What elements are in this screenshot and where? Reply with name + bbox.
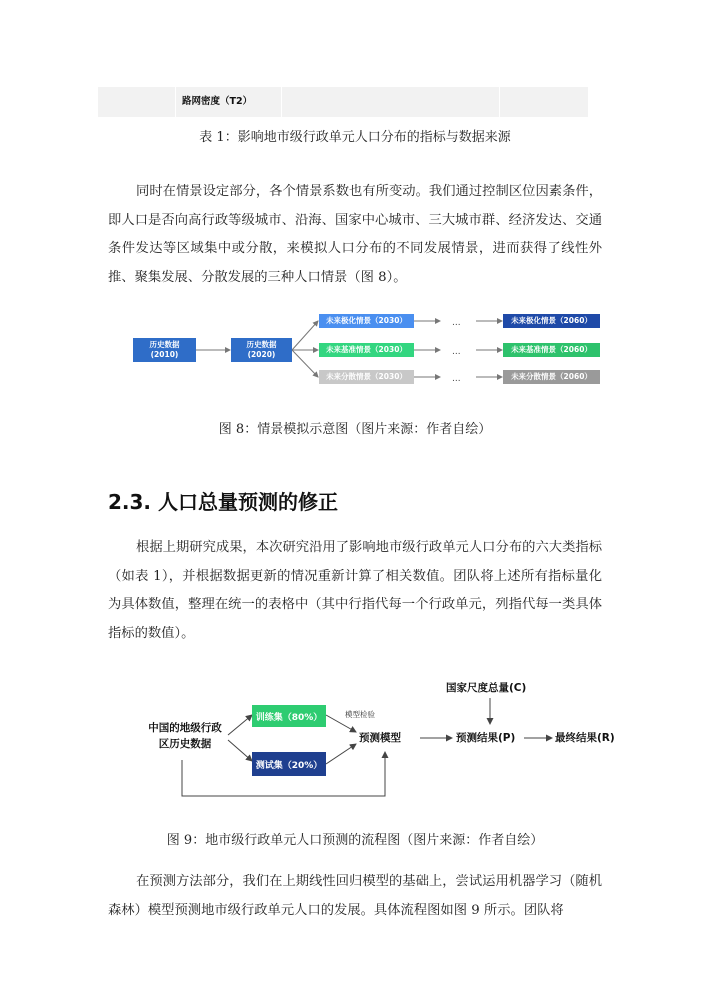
model-check-label: 模型检验 bbox=[345, 710, 375, 719]
table-caption: 表 1：影响地市级行政单元人口分布的指标与数据来源 bbox=[199, 130, 511, 145]
history-2020-box: 历史数据 (2020) bbox=[231, 338, 292, 362]
scenario-dispersed-2060-box: 未来分散情景（2060） bbox=[503, 370, 600, 384]
table-fragment-row bbox=[98, 87, 588, 117]
figure-9-caption: 图 9：地市级行政单元人口预测的流程图（图片来源：作者自绘） bbox=[166, 833, 544, 848]
ellipsis: ... bbox=[452, 318, 461, 328]
history-2010-box: 历史数据 (2010) bbox=[133, 338, 196, 362]
ellipsis: ... bbox=[452, 374, 461, 384]
final-result-label: 最终结果(R) bbox=[555, 732, 615, 744]
prediction-model-label: 预测模型 bbox=[359, 732, 401, 744]
ellipsis: ... bbox=[452, 347, 461, 357]
scenario-baseline-2030-box: 未来基准情景（2030） bbox=[319, 343, 414, 357]
table-cell-road-density: 路网密度（T2） bbox=[176, 87, 282, 117]
table-cell bbox=[98, 87, 176, 117]
scenario-baseline-2060-box: 未来基准情景（2060） bbox=[503, 343, 600, 357]
table-cell bbox=[500, 87, 588, 117]
national-total-label: 国家尺度总量(C) bbox=[446, 682, 527, 694]
table-cell bbox=[282, 87, 500, 117]
section-heading: 2.3. 人口总量预测的修正 bbox=[108, 490, 338, 514]
paragraph-indicators: 根据上期研究成果，本次研究沿用了影响地市级行政单元人口分布的六大类指标（如表 1），并根据数据更新的情况重新计算了相关数值。团队将上述所有指标量化为具体数值，整理在统一的表格中（其中行指代每一个行政单元，列指代每一类具体指标的数值）。 bbox=[108, 540, 602, 641]
figure-9-flowchart bbox=[0, 670, 710, 810]
source-data-label: 中国的地级行政 区历史数据 bbox=[148, 722, 222, 750]
figure-8-diagram bbox=[0, 300, 710, 400]
paragraph-method: 在预测方法部分，我们在上期线性回归模型的基础上，尝试运用机器学习（随机森林）模型预测地市级行政单元人口的发展。具体流程图如图 9 所示。团队将 bbox=[108, 874, 602, 918]
paragraph-scenario: 同时在情景设定部分，各个情景系数也有所变动。我们通过控制区位因素条件，即人口是否向高行政等级城市、沿海、国家中心城市、三大城市群、经济发达、交通条件发达等区域集中或分散，来模拟人口分布的不同发展情景，进而获得了线性外推、聚集发展、分散发展的三种人口情景（图 8）。 bbox=[108, 184, 602, 285]
training-set-box: 训练集（80%） bbox=[252, 705, 326, 727]
scenario-polarized-2060-box: 未来极化情景（2060） bbox=[503, 314, 600, 328]
figure-8-caption: 图 8：情景模拟示意图（图片来源：作者自绘） bbox=[218, 422, 492, 437]
test-set-box: 测试集（20%） bbox=[252, 752, 326, 776]
scenario-dispersed-2030-box: 未来分散情景（2030） bbox=[319, 370, 414, 384]
scenario-polarized-2030-box: 未来极化情景（2030） bbox=[319, 314, 414, 328]
prediction-result-label: 预测结果(P) bbox=[456, 732, 516, 744]
